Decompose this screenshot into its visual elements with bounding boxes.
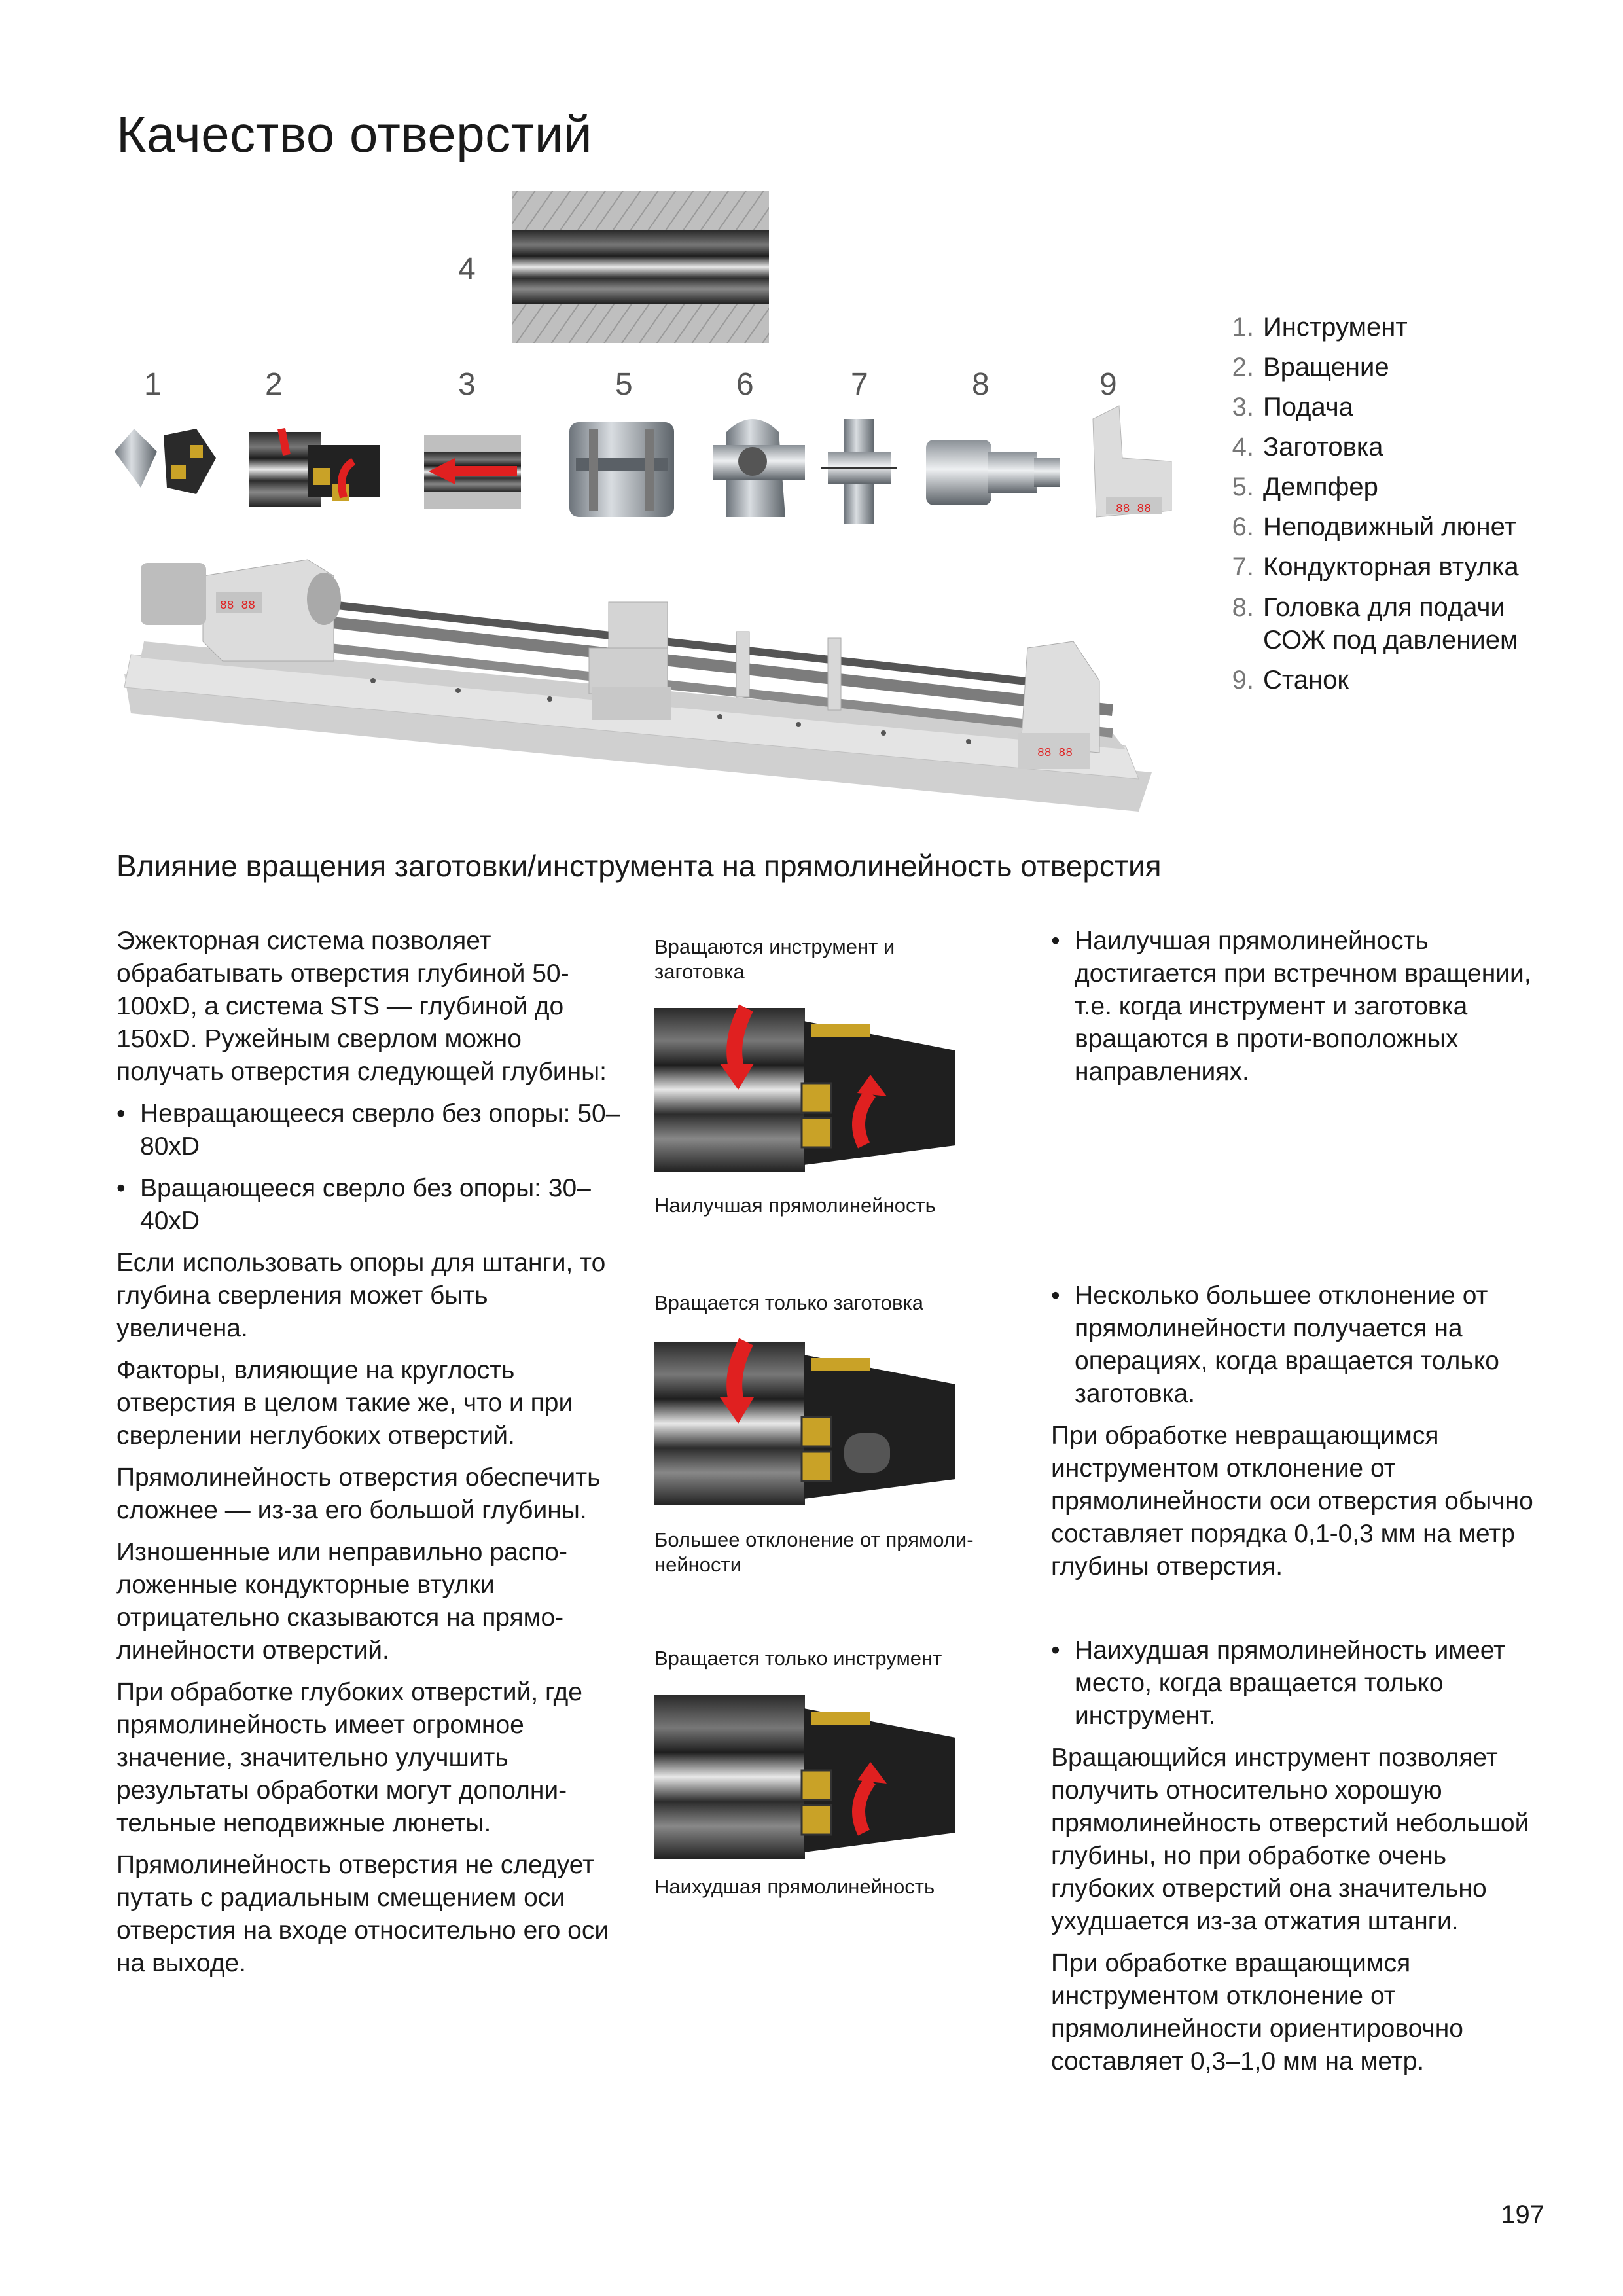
- legend-item: 1. Инструмент: [1232, 313, 1408, 342]
- svg-text:88 88: 88 88: [1037, 747, 1073, 760]
- figure-caption-top: Вращается только инструмент: [654, 1647, 942, 1670]
- diagram-number-7: 7: [851, 367, 868, 402]
- left-column: [116, 925, 620, 1989]
- diagram-number-9: 9: [1099, 367, 1117, 402]
- paragraph: Изношенные или неправильно распо-ложенные кондукторные втулки отрицательно сказываются на прямо-линейности отверстий.: [116, 1538, 567, 1664]
- bullet-item: • Несколько большее отклонение от прямолинейности получается на операциях, когда вращается только заготовка.: [1051, 1282, 1499, 1408]
- deep-hole-drilling-machine: [124, 560, 1152, 812]
- damper-icon: [569, 422, 674, 517]
- legend-item: 5. Демпфер: [1232, 473, 1378, 501]
- diagram-number-2: 2: [265, 367, 283, 402]
- diagram-number-5: 5: [615, 367, 633, 402]
- paragraph: Эжекторная система позволяет обрабатывать отверстия глубиной 50-100xD, а система STS — глубиной до 150xD. Ружейным сверлом можно получать отверстия следующей глубины:: [116, 927, 607, 1086]
- figure-caption-top: Вращаются инструмент и заготовка: [654, 935, 895, 983]
- page-title: Качество отверстий: [116, 105, 593, 163]
- diagram-number-6: 6: [736, 367, 754, 402]
- feed-icon: [424, 435, 521, 509]
- bullet-item: • Наихудшая прямолинейность имеет место, когда вращается только инструмент.: [1051, 1636, 1506, 1730]
- svg-text:88 88: 88 88: [1116, 503, 1152, 516]
- rotation-icon: [249, 429, 380, 507]
- steady-rest-icon: [713, 419, 805, 517]
- legend-item: 7. Кондукторная втулка: [1232, 552, 1519, 581]
- legend-list: [1217, 308, 1610, 700]
- section-subtitle: Влияние вращения заготовки/инструмента на прямолинейность отверстия: [116, 849, 1162, 883]
- figure-both-rotate: [654, 1001, 969, 1178]
- diagram-number-8: 8: [972, 367, 990, 402]
- paragraph: Факторы, влияющие на круглость отверстия в целом такие же, что и при сверлении неглубоких отверстий.: [116, 1356, 573, 1450]
- guide-bushing-icon: [821, 419, 897, 524]
- legend-item: 9. Станок: [1232, 666, 1349, 694]
- paragraph: Вращающийся инструмент позволяет получить относительно хорошую прямолинейность отверстий небольшой глубины, но при обработке очень глубоких отверстий она значительно ухудшается из-за отжатия штанги.: [1051, 1744, 1529, 1935]
- legend-item: 4. Заготовка: [1232, 433, 1383, 461]
- legend-item: 8. Головка для подачи СОЖ под давлением: [1232, 593, 1518, 655]
- right-column-block-3: [1051, 1634, 1548, 2087]
- paragraph: При обработке глубоких отверстий, где прямолинейность имеет огромное значение, значительно улучшить результаты обработки могут дополни-тельные неподвижные люнеты.: [116, 1678, 582, 1837]
- figure-caption-top: Вращается только заготовка: [654, 1291, 923, 1314]
- paragraph: Прямолинейность отверстия обеспечить сложнее — из-за его большой глубины.: [116, 1463, 601, 1524]
- tool-icon: [115, 429, 216, 494]
- legend-item: 6. Неподвижный люнет: [1232, 512, 1516, 541]
- legend-item: 3. Подача: [1232, 393, 1353, 422]
- machine-icon: [1093, 406, 1171, 517]
- figure-caption-bottom: Большее отклонение от прямоли-нейности: [654, 1528, 974, 1576]
- right-column-block-2: [1051, 1280, 1548, 1592]
- bullet-item: • Наилучшая прямолинейность достигается при встречном вращении, т.е. когда инструмент и заготовка вращаются в проти-воположных направлениях.: [1051, 927, 1531, 1086]
- svg-text:88 88: 88 88: [220, 600, 256, 613]
- bullet-item: • Вращающееся сверло без опоры: 30–40xD: [116, 1174, 591, 1235]
- paragraph: При обработке невращающимся инструментом отклонение от прямолинейности оси отверстия обычно составляет порядка 0,1-0,3 мм на метр глубины отверстия.: [1051, 1422, 1533, 1581]
- paragraph: При обработке вращающимся инструментом отклонение от прямолинейности ориентировочно составляет 0,3–1,0 мм на метр.: [1051, 1949, 1463, 2075]
- coolant-head-icon: [926, 440, 1060, 505]
- figure-tool-rotates: [654, 1689, 969, 1865]
- diagram-number-4: 4: [458, 252, 476, 287]
- figure-caption-bottom: Наихудшая прямолинейность: [654, 1875, 935, 1898]
- machine-diagram: [0, 0, 1211, 831]
- figure-caption-bottom: Наилучшая прямолинейность: [654, 1194, 936, 1217]
- page-number: 197: [1501, 2200, 1544, 2229]
- figure-workpiece-rotates: [654, 1335, 969, 1512]
- bullet-item: • Невращающееся сверло без опоры: 50–80xD: [116, 1100, 620, 1160]
- paragraph: Если использовать опоры для штанги, то глубина сверления может быть увеличена.: [116, 1249, 606, 1342]
- right-column-block-1: [1051, 925, 1548, 1098]
- legend-item: 2. Вращение: [1232, 353, 1389, 382]
- diagram-number-3: 3: [458, 367, 476, 402]
- paragraph: Прямолинейность отверстия не следует путать с радиальным смещением оси отверстия на входе относительно его оси на выходе.: [116, 1851, 609, 1977]
- diagram-number-1: 1: [144, 367, 162, 402]
- workpiece-illustration: [512, 191, 769, 343]
